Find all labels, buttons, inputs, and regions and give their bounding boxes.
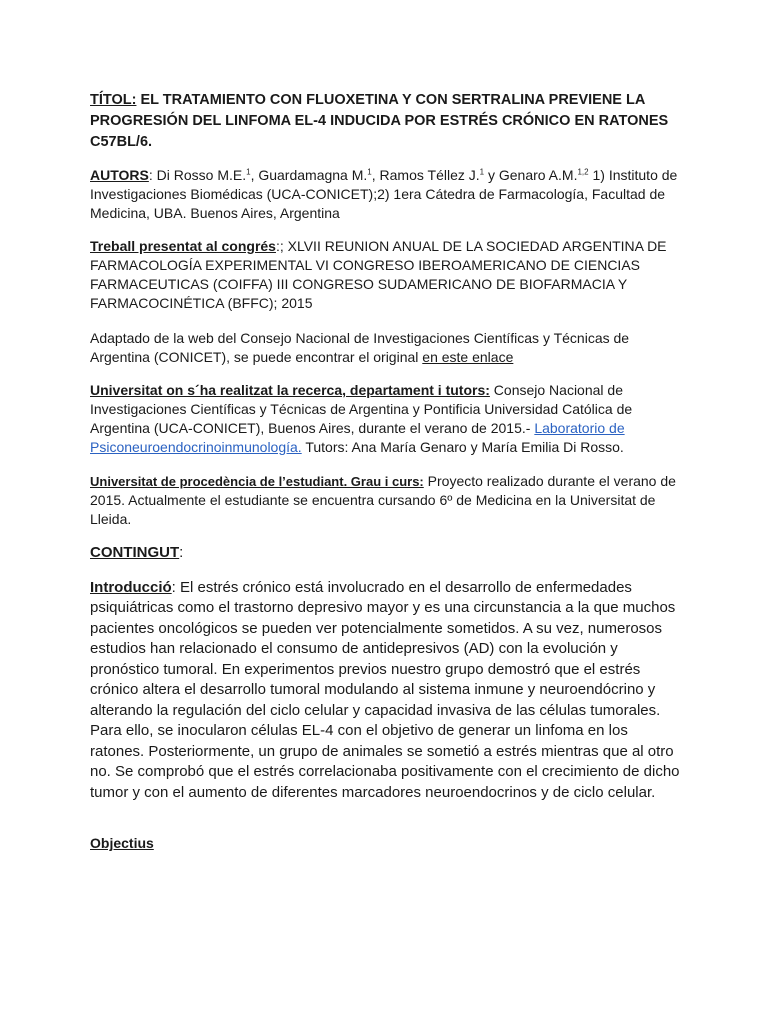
origin-text: Proyecto realizado durante el verano de 2015. Actualmente el estudiante se encuentra cursando 6º de Medicina en la Universitat de Lleida. xyxy=(90,473,676,527)
authors-name-4: y Genaro A.M. xyxy=(484,167,578,183)
intro-text: : El estrés crónico está involucrado en el desarrollo de enfermedades psiquiátricas como el trastorno depresivo mayor y es una circunstancia a la que muchos pacientes oncológicos se pueden ver potencialmente sometidos. A su vez, numerosos estudios han relacionado el consumo de antidepresivos (AD) con la evolución y pronóstico tumoral. En experimentos previos nuestro grupo demostró que el estrés crónico altera el desarrollo tumoral modulando al sistema inmune y neuroendócrino y alterando la regulación del ciclo celular y capacidad invasiva de las células tumorales. Para ello, se inocularon células EL-4 con el objetivo de generar un linfoma en los ratones. Posteriormente, un grupo de animales se sometió a estrés mientras que al otro no. Se comprobó que el estrés correlacionaba positivamente con el crecimiento de dicho tumor y con el aumento de diferentes marcadores neuroendocrinos y de ciclo celular. xyxy=(90,578,680,801)
authors-sup-3: 1 xyxy=(479,167,485,177)
origin-label: Universitat de procedència de l’estudiant. Grau i curs: xyxy=(90,474,424,489)
adapted-paragraph xyxy=(90,329,680,367)
original-link[interactable]: en este enlace xyxy=(422,349,514,365)
intro-label: Introducció xyxy=(90,578,172,596)
authors-sup-1: 1 xyxy=(246,167,251,177)
authors-name-3: , Ramos Téllez J. xyxy=(371,167,480,183)
authors-sup-2: 1 xyxy=(367,167,372,177)
contingut-colon: : xyxy=(179,544,184,561)
congress-paragraph xyxy=(90,237,680,313)
university-label: Universitat on s´ha realitzat la recerca, departament i tutors: xyxy=(90,382,490,398)
authors-name-2: , Guardamagna M. xyxy=(250,167,368,183)
adapted-text: Adaptado de la web del Consejo Nacional de Investigaciones Científicas y Técnicas de Argentina (CONICET), se puede encontrar el original xyxy=(90,330,630,365)
authors-name-1: : Di Rosso M.E. xyxy=(148,167,247,183)
objectius-heading xyxy=(90,834,680,853)
contingut-label: CONTINGUT xyxy=(90,544,180,561)
title-label: TÍTOL: xyxy=(90,92,137,108)
congress-label: Treball presentat al congrés xyxy=(90,238,276,254)
authors-sup-4: 1,2 xyxy=(577,167,589,177)
authors-label: AUTORS xyxy=(90,167,149,183)
title-paragraph xyxy=(90,90,680,153)
document-page xyxy=(90,90,680,853)
authors-affiliations: 1) Instituto de Investigaciones Biomédicas (UCA-CONICET);2) 1era Cátedra de Farmacología, Facultad de Medicina, UBA. Buenos Aires, Argentina xyxy=(90,167,678,221)
objectius-label: Objectius xyxy=(90,835,154,851)
laboratory-link[interactable]: Laboratorio de Psiconeuroendocrinoinmunología. xyxy=(90,420,625,455)
origin-paragraph xyxy=(90,472,680,529)
tutors-text: Tutors: Ana María Genaro y María Emilia Di Rosso. xyxy=(301,439,624,455)
university-paragraph xyxy=(90,381,680,457)
intro-paragraph xyxy=(90,578,680,804)
title-text: EL TRATAMIENTO CON FLUOXETINA Y CON SERTRALINA PREVIENE LA PROGRESIÓN DEL LINFOMA EL-4 INDUCIDA POR ESTRÉS CRÓNICO EN RATONES C57BL/6. xyxy=(90,92,669,150)
authors-paragraph xyxy=(90,166,680,223)
congress-text: :; XLVII REUNION ANUAL DE LA SOCIEDAD ARGENTINA DE FARMACOLOGÍA EXPERIMENTAL VI CONGRESO IBEROAMERICANO DE CIENCIAS FARMACEUTICAS (COIFFA) III CONGRESO SUDAMERICANO DE BIOFARMACIA Y FARMACOCINÉTICA (BFFC); 2015 xyxy=(90,238,667,311)
contingut-heading xyxy=(90,543,680,564)
university-text: Consejo Nacional de Investigaciones Científicas y Técnicas de Argentina y Pontificia Universidad Católica de Argentina (UCA-CONICET), Buenos Aires, durante el verano de 2015.- xyxy=(90,382,633,436)
